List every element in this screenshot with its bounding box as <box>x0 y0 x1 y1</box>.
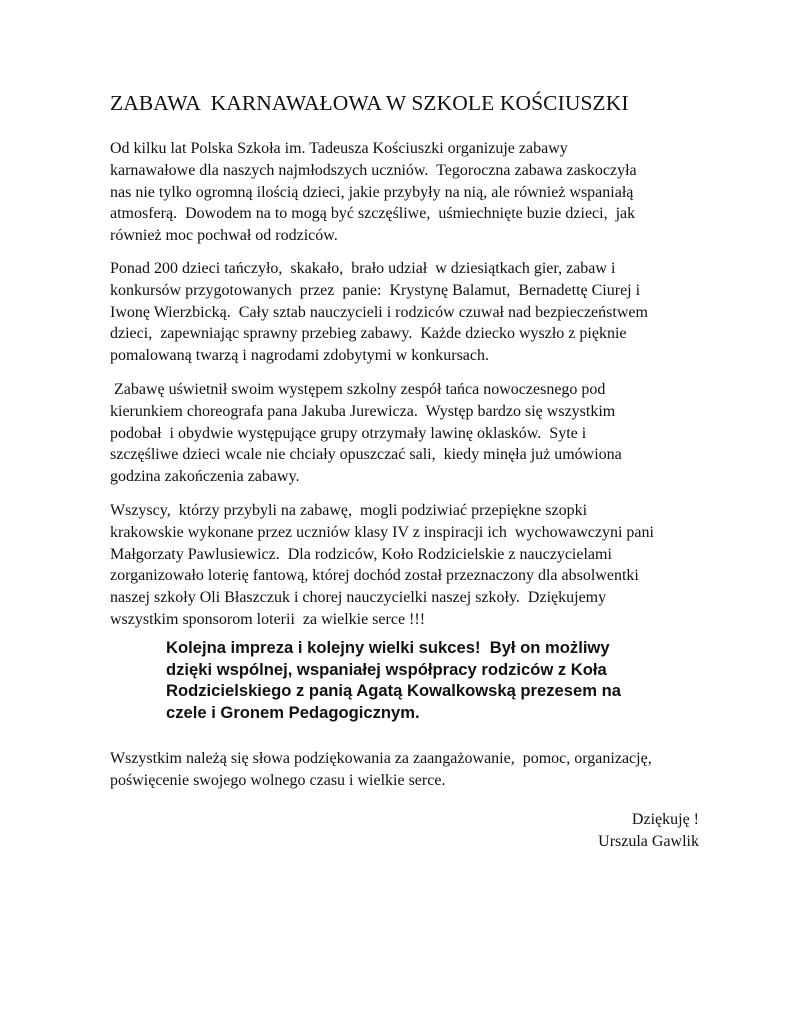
text-line: atmosferą. Dowodem na to mogą być szczęśliwe, uśmiechnięte buzie dzieci, jak <box>110 205 636 223</box>
signature-thanks: Dziękuję ! <box>631 811 699 828</box>
text-line: Od kilku lat Polska Szkoła im. Tadeusza Kościuszki organizuje zabawy <box>110 140 568 157</box>
text-line: podobał i obydwie występujące grupy otrzymały lawinę oklasków. Syte i <box>110 424 587 442</box>
highlight-paragraph <box>166 637 621 723</box>
text-line: Zabawę uświetnił swoim występem szkolny zespół tańca nowoczesnego pod <box>110 381 606 398</box>
text-line: kierunkiem choreografa pana Jakuba Jurewicza. Występ bardzo się wszystkim <box>110 402 616 420</box>
text-line: Iwonę Wierzbicką. Cały sztab nauczycieli i rodziców czuwał nad bezpieczeństwem <box>110 303 648 321</box>
text-line: wszystkim sponsorom loterii za wielkie serce !!! <box>110 610 426 628</box>
text-line: dzieci, zapewniając sprawny przebieg zabawy. Każde dziecko wyszło z pięknie <box>110 325 627 343</box>
text-line: karnawałowe dla naszych najmłodszych uczniów. Tegoroczna zabawa zaskoczyła <box>110 161 637 179</box>
paragraph-activities <box>110 258 648 367</box>
text-line: godzina zakończenia zabawy. <box>110 468 300 486</box>
text-line: naszej szkoły Oli Błaszczuk i chorej nauczycielki naszej szkoły. Dziękujemy <box>110 589 607 607</box>
text-line: Wszyscy, którzy przybyli na zabawę, mogli podziwiać przepiękne szopki <box>110 502 588 519</box>
text-line: szczęśliwe dzieci wcale nie chciały opuszczać sali, kiedy minęła już umówiona <box>110 446 622 464</box>
highlight-line: Kolejna impreza i kolejny wielki sukces! Był on możliwy <box>166 638 610 657</box>
document-title: ZABAWA KARNAWAŁOWA W SZKOLE KOŚCIUSZKI <box>110 91 629 115</box>
text-line: konkursów przygotowanych przez panie: Krystynę Balamut, Bernadettę Ciurej i <box>110 281 641 299</box>
text-line: pomalowaną twarzą i nagrodami zdobytymi w konkursach. <box>110 347 489 365</box>
highlight-line: dzięki wspólnej, wspaniałej współpracy rodziców z Koła <box>166 659 607 679</box>
text-line: również moc pochwał od rodziców. <box>110 227 338 245</box>
text-line: Ponad 200 dzieci tańczyło, skakało, brało udział w dziesiątkach gier, zabaw i <box>110 260 616 277</box>
text-line: zorganizowało loterię fantową, której dochód został przeznaczony dla absolwentki <box>110 567 639 585</box>
highlight-line: Rodzicielskiego z panią Agatą Kowalkowską prezesem na <box>166 681 621 701</box>
paragraph-dance <box>110 379 622 488</box>
signature-block <box>598 809 699 853</box>
text-line: Wszystkim należą się słowa podziękowania za zaangażowanie, pomoc, organizację, <box>110 750 652 767</box>
text-line: Małgorzaty Pawlusiewicz. Dla rodziców, Koło Rodzicielskie z nauczycielami <box>110 545 612 563</box>
highlight-line: czele i Gronem Pedagogicznym. <box>166 702 420 722</box>
signature-author: Urszula Gawlik <box>598 833 699 850</box>
paragraph-closing <box>110 748 652 792</box>
paragraph-intro <box>110 138 637 247</box>
text-line: krakowskie wykonane przez uczniów klasy IV z inspiracji ich wychowawczyni pani <box>110 523 654 541</box>
text-line: poświęcenie swojego wolnego czasu i wielkie serce. <box>110 771 446 789</box>
text-line: nas nie tylko ogromną ilością dzieci, jakie przybyły na nią, ale również wspaniałą <box>110 183 634 201</box>
paragraph-lottery <box>110 500 654 631</box>
